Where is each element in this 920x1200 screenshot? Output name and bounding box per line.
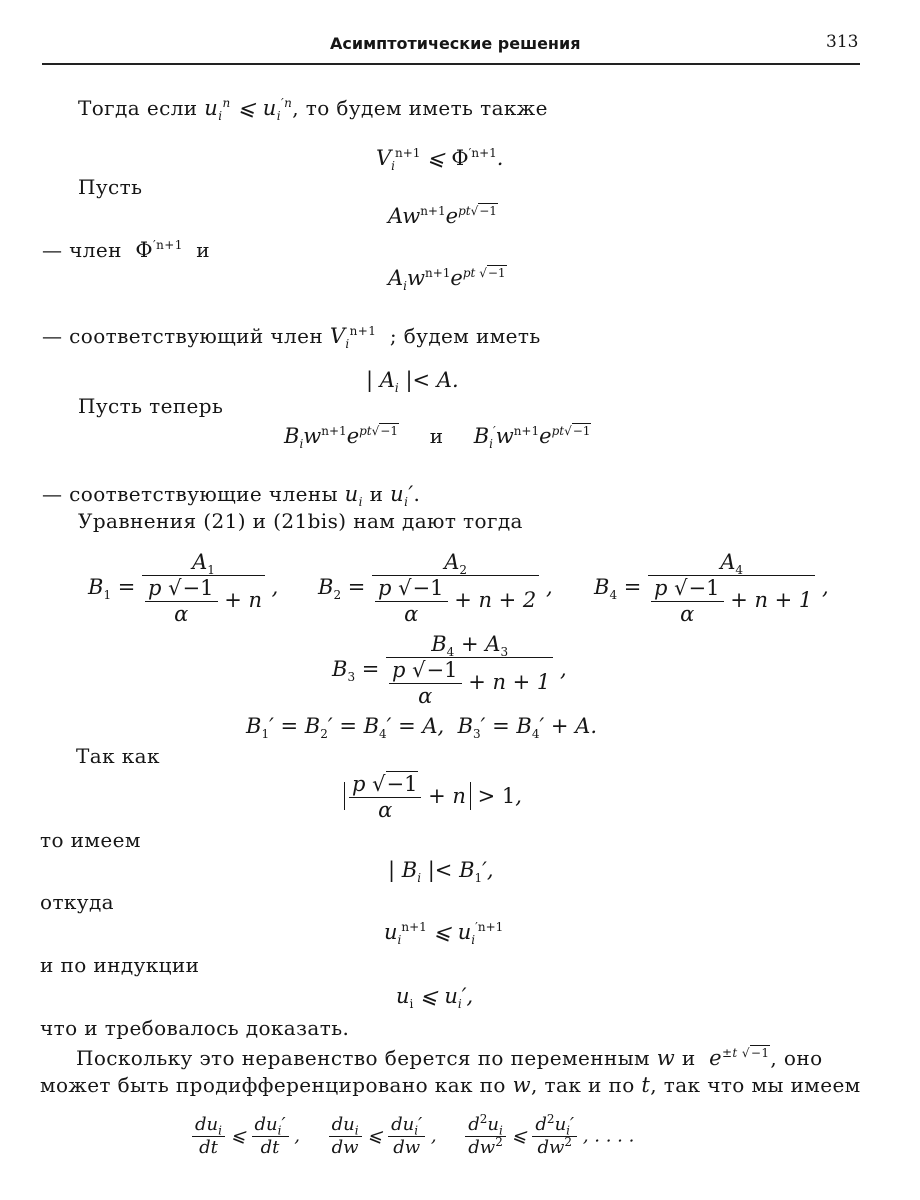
paragraph-line: Так как bbox=[76, 744, 160, 768]
formula-abs-ineq: $\frac{p √-1}{\alpha}$ + n > 1, bbox=[344, 774, 522, 821]
header-title: Асимптотические решения bbox=[330, 34, 581, 53]
header-rule bbox=[42, 63, 860, 65]
formula-u-result: $u_i$ ⩽ $u_i'$, bbox=[396, 984, 474, 1012]
paragraph-line: и по индукции bbox=[40, 953, 200, 977]
paragraph-line: Пусть bbox=[78, 175, 143, 199]
paragraph-line: Тогда если $u_i^n$ ⩽ $u_i^{'n}$, то будем иметь также bbox=[78, 96, 548, 124]
formula-b4: $B_4$ = $A_4$ $\frac{p √-1}{\alpha}$ + n + 1 , bbox=[594, 550, 829, 626]
paragraph-line: — соответствующий член $V_i^{n+1}$ ; будем иметь bbox=[42, 324, 541, 352]
formula-u-ineq: $u_i^{n+1}$ ⩽ $u_i^{'n+1}$ bbox=[384, 920, 504, 948]
page-number: 313 bbox=[826, 32, 859, 52]
running-header bbox=[0, 28, 920, 68]
formula-abs-ai: | $A_i$ |< A. bbox=[366, 368, 459, 396]
formula-a-term: $Aw^{n+1}e^{pt√-1}$ bbox=[388, 204, 497, 228]
paragraph-line: откуда bbox=[40, 890, 115, 914]
formula-b-primes: $B_1' = B_2' = B_4' = A$, $B_3' = B_4' + A$. bbox=[246, 714, 598, 742]
formula-abs-bi: | $B_i$ |< $B_1'$, bbox=[388, 858, 494, 886]
paragraph-line: Поскольку это неравенство берется по переменным w и $e^{\pm t √-1}$, оно bbox=[76, 1046, 823, 1070]
paragraph-line: Пусть теперь bbox=[78, 394, 224, 418]
formula-derivatives: $\frac{du_i}{dt}$ ⩽ $\frac{du_i'}{dt}$ , $\frac{du_i}{dw}$ ⩽ $\frac{du_i'}{dw}$ , $\frac{d^2u_i}{dw^2}$ ⩽ $\frac{d^2u_i'}{dw^2}$ , . . . . bbox=[192, 1116, 634, 1157]
formula-v-phi: $V_i^{n+1}$ ⩽ $\Phi^{'n+1}$. bbox=[376, 146, 504, 174]
paragraph-line: то имеем bbox=[40, 828, 141, 852]
formula-b1: $B_1$ = $A_1$ $\frac{p √-1}{\alpha}$ + n , bbox=[88, 550, 279, 626]
formula-b3: $B_3$ = $B_4 + A_3$ $\frac{p √-1}{\alpha}$ + n + 1 , bbox=[332, 632, 567, 708]
paragraph-line: — соответствующие члены $u_i$ и $u_i'$. bbox=[42, 482, 421, 510]
paragraph-line: — член $\Phi^{'n+1}$ и bbox=[42, 238, 210, 262]
paragraph-line: может быть продифференцировано как по w, так и по t, так что мы имеем bbox=[40, 1073, 861, 1097]
formula-ai-term: $A_iw^{n+1}e^{pt √-1}$ bbox=[388, 266, 506, 294]
paragraph-line: Уравнения (21) и (21bis) нам дают тогда bbox=[78, 509, 523, 533]
formula-b2: $B_2$ = $A_2$ $\frac{p √-1}{\alpha}$ + n + 2 , bbox=[318, 550, 553, 626]
formula-b-terms: $B_iw^{n+1}e^{pt√-1}$ и $B_i'w^{n+1}e^{pt√-1}$ bbox=[284, 424, 591, 452]
paragraph-line: что и требовалось доказать. bbox=[40, 1016, 350, 1040]
inline-formula: $u_i^n$ ⩽ $u_i^{'n}$ bbox=[204, 96, 293, 124]
